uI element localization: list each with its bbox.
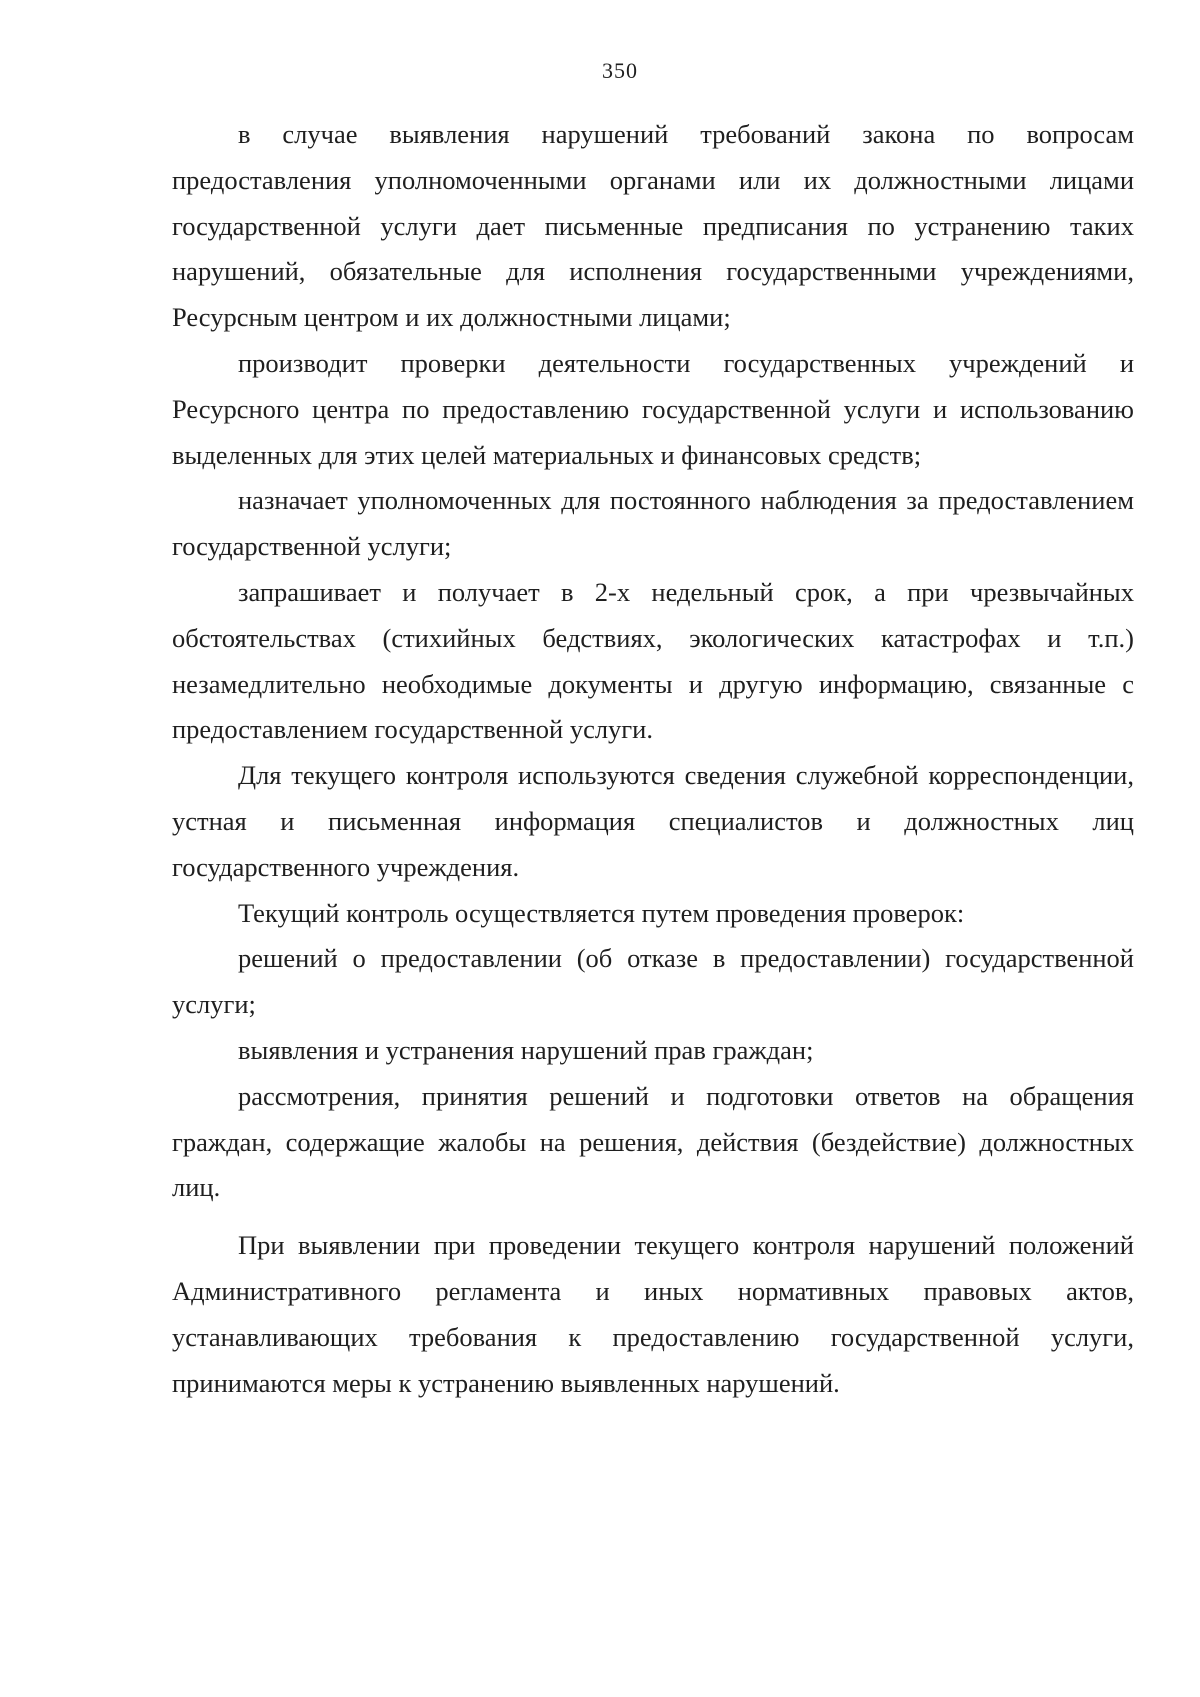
paragraph-appoints-observers: назначает уполномоченных для постоянного наблюдения за предоставлением государственной услуги; bbox=[172, 485, 1134, 562]
paragraph-inspections: производит проверки деятельности государственных учреждений и Ресурсного центра по предоставлению государственной услуги и использованию выделенных для этих целей материальных и финансовых средств; bbox=[172, 347, 1134, 470]
paragraph-check-decisions: решений о предоставлении (об отказе в предоставлении) государственной услуги; bbox=[172, 943, 1134, 1020]
paragraph-violations-orders: в случае выявления нарушений требований закона по вопросам предоставления уполномоченными органами или их должностными лицами государственной услуги дает письменные предписания по устранению таких нарушений, обязательные для исполнения государственными учреждениями, Ресурсным центром и их должностными лицами; bbox=[172, 119, 1134, 333]
page-number: 350 bbox=[602, 58, 638, 83]
paragraph-current-control-sources: Для текущего контроля используются сведения служебной корреспонденции, устная и письменная информация специалистов и должностных лиц государственного учреждения. bbox=[172, 760, 1134, 882]
document-body bbox=[172, 112, 1134, 1406]
paragraph-requests-documents: запрашивает и получает в 2-х недельный срок, а при чрезвычайных обстоятельствах (стихийных бедствиях, экологических катастрофах и т.п.) незамедлительно необходимые документы и другую информацию, связанные с предоставлением государственной услуги. bbox=[172, 576, 1134, 745]
paragraph-current-control-checks: Текущий контроль осуществляется путем проведения проверок: bbox=[238, 897, 965, 928]
paragraph-check-complaints: рассмотрения, принятия решений и подготовки ответов на обращения граждан, содержащие жалобы на решения, действия (бездействие) должностных лиц. bbox=[172, 1080, 1134, 1203]
paragraph-check-rights-violations: выявления и устранения нарушений прав граждан; bbox=[238, 1034, 814, 1065]
paragraph-measures: При выявлении при проведении текущего контроля нарушений положений Административного регламента и иных нормативных правовых актов, устанавливающих требования к предоставлению государственной услуги, принимаются меры к устранению выявленных нарушений. bbox=[172, 1230, 1134, 1398]
